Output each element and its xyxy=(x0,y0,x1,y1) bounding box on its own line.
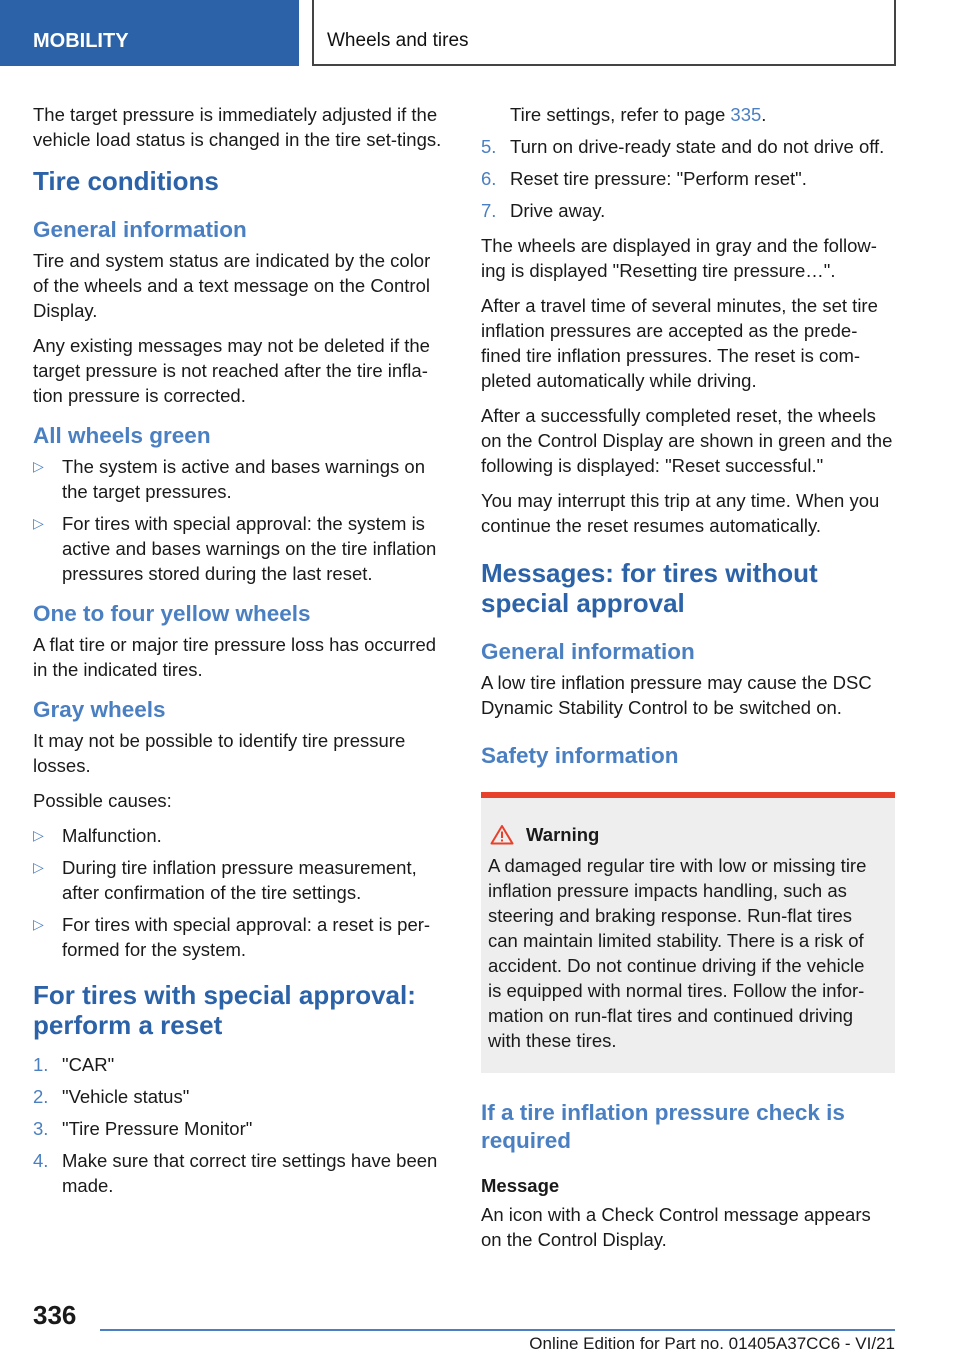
reset-steps xyxy=(33,1052,449,1198)
footer-divider xyxy=(100,1329,895,1331)
heading-message: Message xyxy=(481,1175,560,1196)
step-item: 7. Drive away. xyxy=(481,200,606,221)
section-tab: MOBILITY xyxy=(0,0,299,66)
triangle-bullet-icon: ▷ xyxy=(33,515,44,531)
heading-tire-conditions: Tire conditions xyxy=(33,166,219,196)
page-reference-link[interactable]: 335 xyxy=(730,104,762,125)
step-item: 1. "CAR" xyxy=(33,1054,115,1075)
intro-paragraph: The target pressure is immediately adjusted if the vehicle load status is changed in the tire set-tings. xyxy=(33,104,442,150)
step-item: 4. Make sure that correct tire settings have been made. xyxy=(33,1150,438,1196)
green-list xyxy=(33,454,449,586)
heading-messages: Messages: for tires without special approval xyxy=(481,558,818,618)
step-4-continuation: Tire settings, refer to page 335. xyxy=(510,104,767,125)
heading-gray-wheels: Gray wheels xyxy=(33,697,166,722)
list-item: ▷ The system is active and bases warnings on the target pressures. xyxy=(33,456,425,502)
heading-pressure-check: If a tire inflation pressure check is required xyxy=(481,1100,845,1153)
step-item: 2. "Vehicle status" xyxy=(33,1086,190,1107)
warning-box xyxy=(481,792,895,1073)
gray-paragraph-2: Possible causes: xyxy=(33,790,172,811)
heading-safety-information: Safety information xyxy=(481,743,679,768)
triangle-bullet-icon: ▷ xyxy=(33,859,44,875)
gray-list xyxy=(33,823,449,962)
reset-paragraph-2: After a travel time of several minutes, the set tire inflation pressures are accepted as the prede-fined tire inflation pressures. The reset is com-pleted automatically while driving. xyxy=(481,295,878,391)
right-column xyxy=(481,102,895,1262)
list-item: ▷ Malfunction. xyxy=(33,825,162,846)
list-item: ▷ For tires with special approval: a reset is per-formed for the system. xyxy=(33,914,431,960)
heading-all-wheels-green: All wheels green xyxy=(33,423,211,448)
yellow-paragraph: A flat tire or major tire pressure loss has occurred in the indicated tires. xyxy=(33,634,437,680)
step-item: 5. Turn on drive-ready state and do not drive off. xyxy=(481,136,885,157)
triangle-bullet-icon: ▷ xyxy=(33,458,44,474)
heading-general-information-2: General information xyxy=(481,639,695,664)
page-header xyxy=(0,0,960,66)
reset-paragraph-3: After a successfully completed reset, the wheels on the Control Display are shown in green and the following is displayed: "Reset successful." xyxy=(481,405,893,476)
gray-paragraph-1: It may not be possible to identify tire pressure losses. xyxy=(33,730,406,776)
general-paragraph-2: Any existing messages may not be deleted if the target pressure is not reached after the tire infla-tion pressure is corrected. xyxy=(33,335,430,406)
list-item: ▷ During tire inflation pressure measurement, after confirmation of the tire settings. xyxy=(33,857,417,903)
edition-note: Online Edition for Part no. 01405A37CC6 - VI/21 xyxy=(529,1334,895,1353)
chapter-title: Wheels and tires xyxy=(312,0,896,66)
step-item: 3. "Tire Pressure Monitor" xyxy=(33,1118,253,1139)
warning-heading: Warning xyxy=(488,822,879,847)
reset-paragraph-4: You may interrupt this trip at any time. When you continue the reset resumes automatically. xyxy=(481,490,880,536)
general-paragraph: A low tire inflation pressure may cause the DSC Dynamic Stability Control to be switched on. xyxy=(481,672,872,718)
warning-triangle-icon xyxy=(490,824,514,845)
warning-text: A damaged regular tire with low or missing tire inflation pressure impacts handling, such as steering and braking response. Run-flat tires can maintain limited stability. There is a risk of accident. Do not continue driving if the vehicle is equipped with normal tires. Follow the infor-mation on run-flat tires and continued driving with these tires. xyxy=(488,855,867,1051)
reset-paragraph-1: The wheels are displayed in gray and the follow-ing is displayed "Resetting tire pressure…". xyxy=(481,235,877,281)
heading-yellow-wheels: One to four yellow wheels xyxy=(33,601,311,626)
list-item: ▷ For tires with special approval: the system is active and bases warnings on the tire inflation pressures stored during the last reset. xyxy=(33,513,437,584)
left-column xyxy=(33,102,449,1208)
page-number: 336 xyxy=(33,1300,77,1330)
triangle-bullet-icon: ▷ xyxy=(33,916,44,932)
step-item: 6. Reset tire pressure: "Perform reset". xyxy=(481,168,807,189)
triangle-bullet-icon: ▷ xyxy=(33,827,44,843)
heading-perform-reset: For tires with special approval: perform a reset xyxy=(33,980,416,1040)
general-paragraph-1: Tire and system status are indicated by the color of the wheels and a text message on the Control Display. xyxy=(33,250,431,321)
reset-steps-continued xyxy=(481,134,895,223)
message-paragraph: An icon with a Check Control message appears on the Control Display. xyxy=(481,1204,871,1250)
heading-general-information: General information xyxy=(33,217,247,242)
